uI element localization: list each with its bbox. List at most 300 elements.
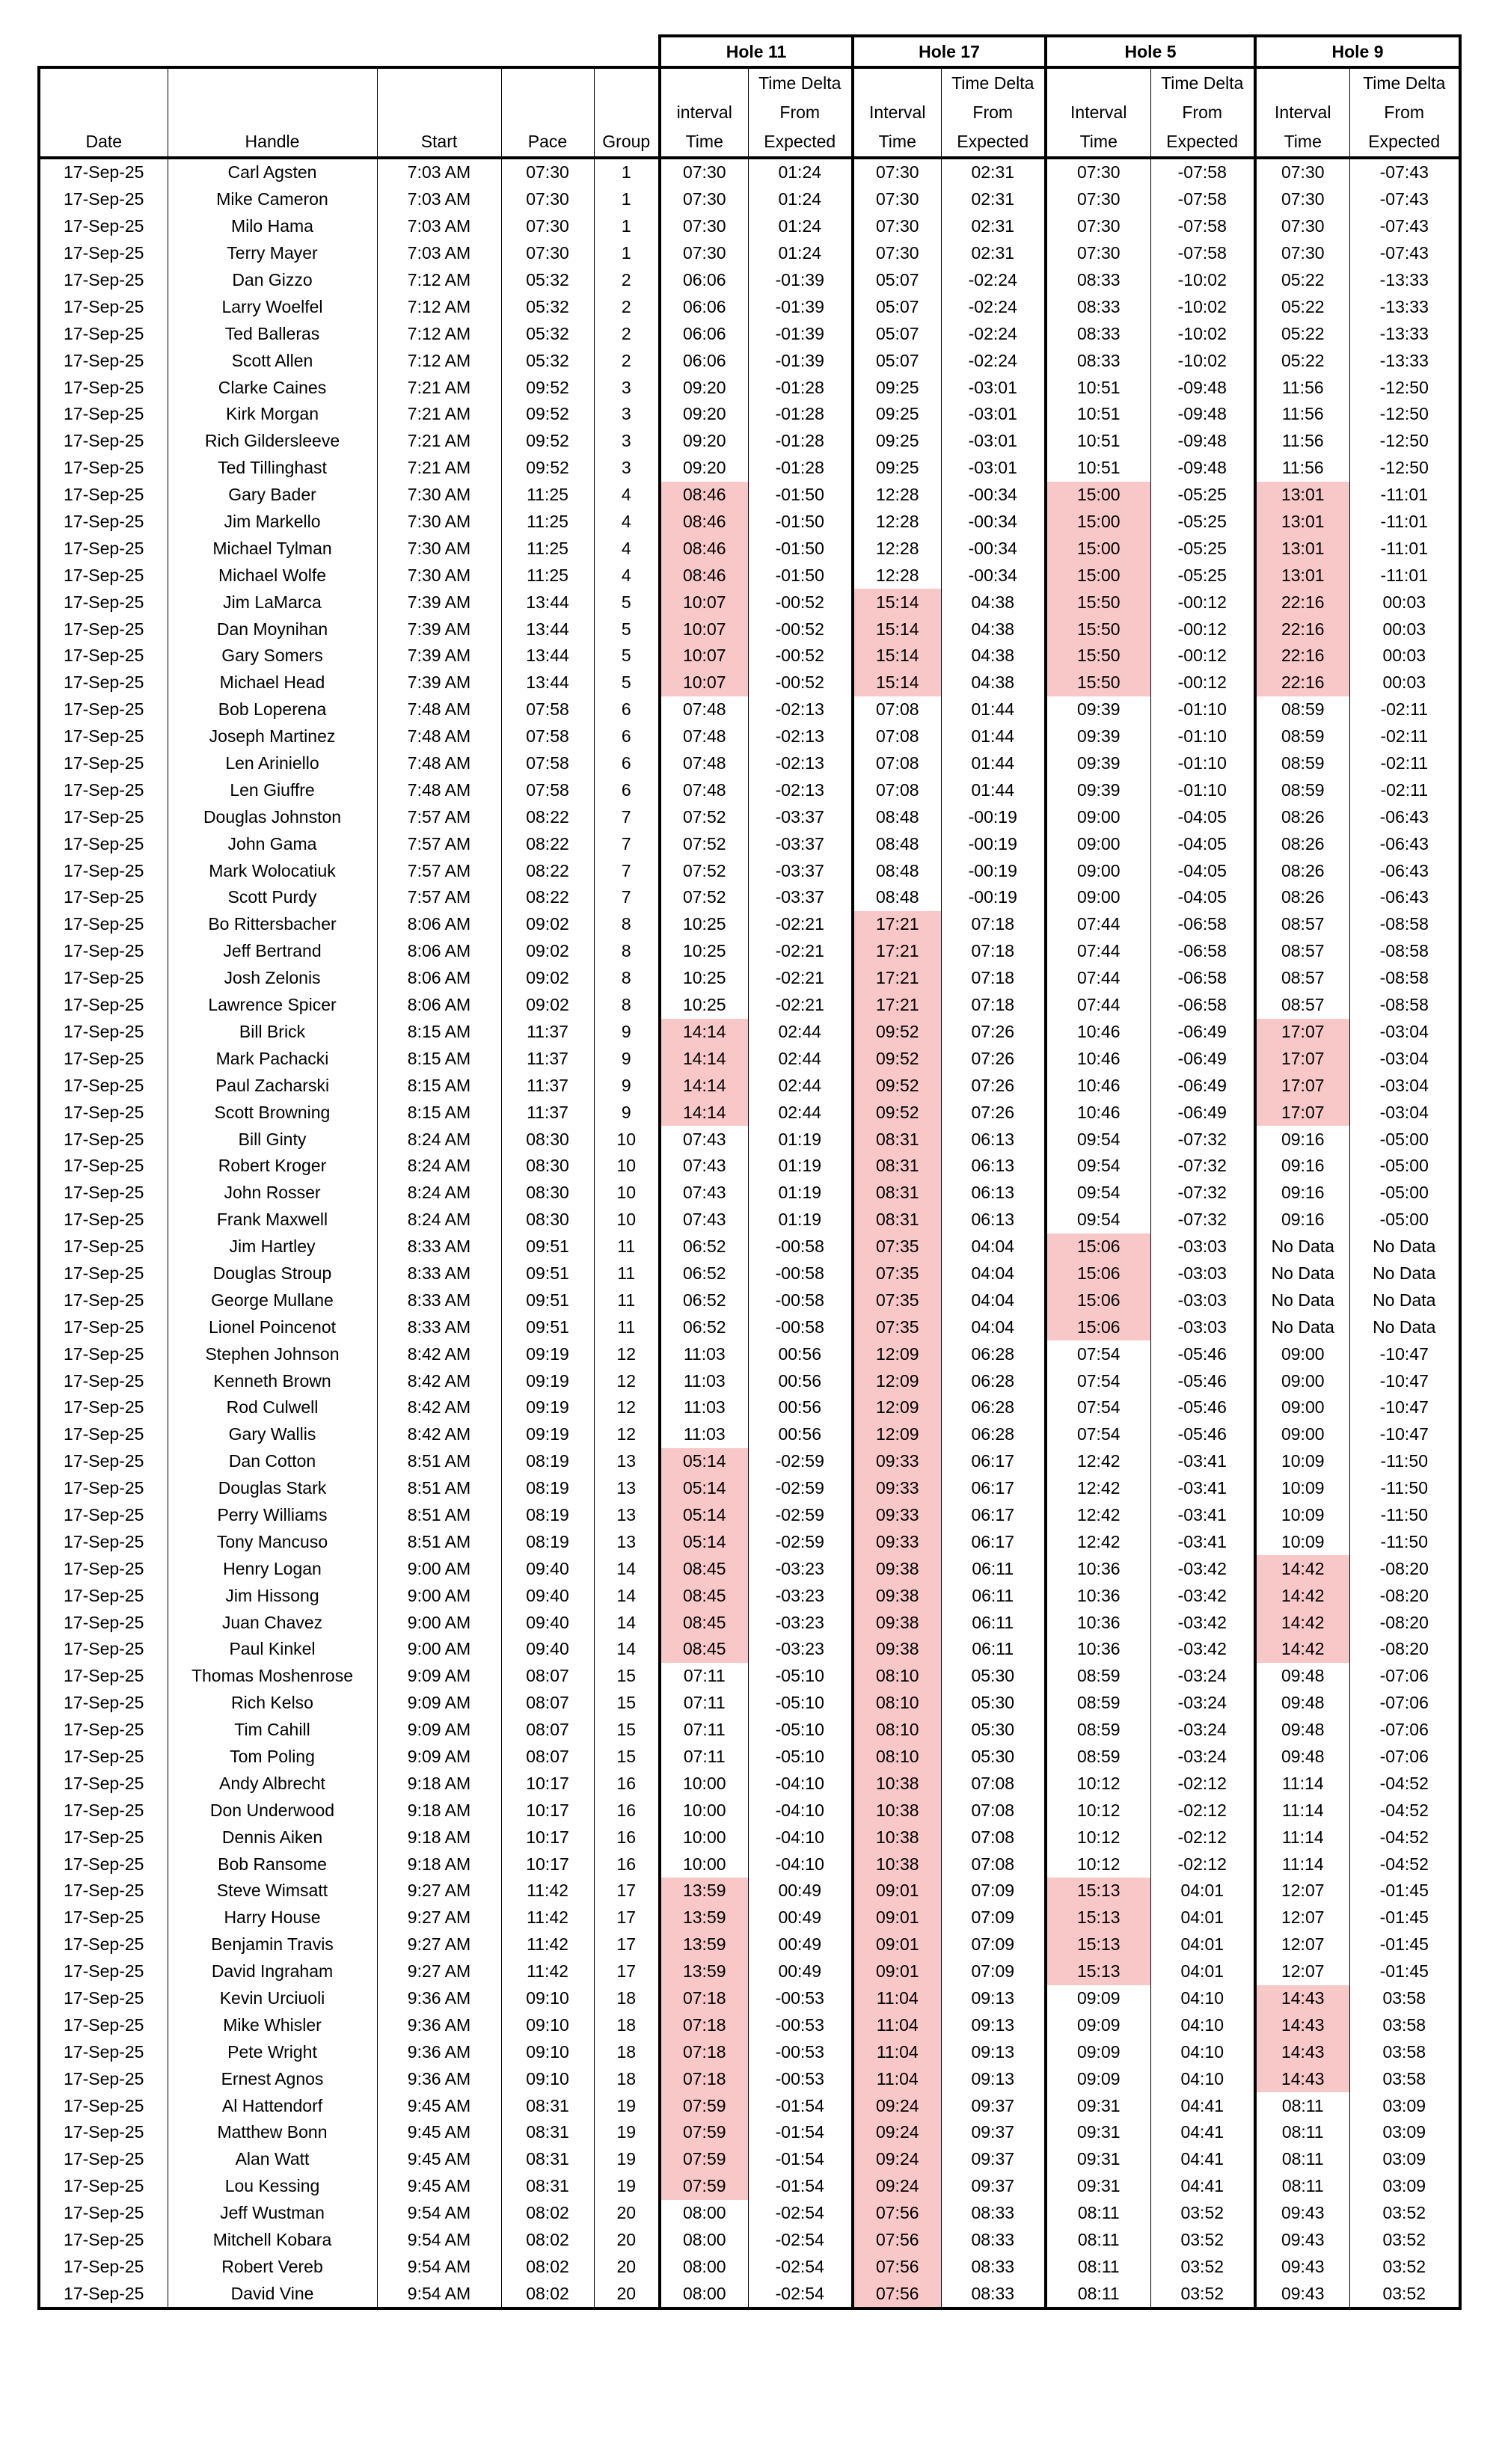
start-cell: 7:57 AM xyxy=(377,830,501,857)
table-row xyxy=(39,535,1460,562)
date-cell: 17-Sep-25 xyxy=(39,1072,168,1099)
handle-cell: Douglas Johnston xyxy=(168,803,377,830)
h11-delta-cell: -01:28 xyxy=(748,374,853,401)
pace-cell: 09:02 xyxy=(501,911,594,938)
h5-delta-cell: -03:42 xyxy=(1150,1609,1255,1636)
h11-interval-cell: 08:00 xyxy=(660,2280,748,2308)
h9-interval-cell: 08:59 xyxy=(1255,696,1349,723)
h17-interval-cell: 09:24 xyxy=(853,2119,941,2146)
table-row xyxy=(39,2173,1460,2200)
table-row xyxy=(39,1099,1460,1126)
h9-delta-cell: -07:06 xyxy=(1349,1744,1460,1771)
table-row xyxy=(39,1153,1460,1180)
h5-interval-cell: 08:11 xyxy=(1046,2253,1150,2280)
handle-cell: Jim Hissong xyxy=(168,1582,377,1609)
h11-delta-cell: -01:39 xyxy=(748,293,853,320)
handle-header: Handle xyxy=(168,127,377,158)
h11-interval-cell: 09:20 xyxy=(682,431,726,451)
h9-delta-cell: -08:58 xyxy=(1349,938,1460,965)
h11-delta-cell: -02:54 xyxy=(748,2227,853,2254)
start-cell: 9:36 AM xyxy=(377,2038,501,2065)
pace-cell: 11:42 xyxy=(501,1931,594,1958)
table-row xyxy=(39,158,1460,186)
h5-interval-cell: 15:00 xyxy=(1046,482,1150,509)
date-cell: 17-Sep-25 xyxy=(39,1207,168,1233)
handle-cell: Carl Agsten xyxy=(168,158,377,186)
h9-interval-cell: 09:16 xyxy=(1255,1126,1349,1153)
handle-cell: Jim LaMarca xyxy=(168,589,377,616)
handle-cell: Scott Purdy xyxy=(168,884,377,911)
pace-cell: 08:31 xyxy=(501,2092,594,2119)
h9-delta-cell: -11:50 xyxy=(1349,1475,1460,1502)
h11-interval-cell: 08:00 xyxy=(682,2203,726,2223)
h11-delta-cell: -01:39 xyxy=(748,267,853,294)
h5-interval-cell: 15:06 xyxy=(1046,1233,1150,1260)
h9-interval-cell: 08:26 xyxy=(1255,857,1349,884)
h9-interval-cell: 08:57 xyxy=(1255,965,1349,992)
group-cell: 11 xyxy=(594,1314,660,1340)
pace-cell: 07:58 xyxy=(501,723,594,750)
h5-delta-cell: -09:48 xyxy=(1150,428,1255,455)
h17-delta-cell: 07:08 xyxy=(941,1797,1046,1824)
table-row xyxy=(39,1555,1460,1582)
h9-delta-cell: -08:20 xyxy=(1349,1555,1460,1582)
h17-interval-cell: 08:48 xyxy=(853,803,941,830)
h11-interval-cell: 06:06 xyxy=(682,270,726,289)
h11-interval-cell: 07:11 xyxy=(683,1693,726,1713)
h5-interval-cell: 08:33 xyxy=(1046,293,1150,320)
pace-cell: 08:19 xyxy=(501,1528,594,1555)
h17-interval-cell: 12:28 xyxy=(853,535,941,562)
date-cell: 17-Sep-25 xyxy=(39,1502,168,1529)
handle-cell: Ted Balleras xyxy=(168,320,377,347)
h11-delta-cell: -02:59 xyxy=(748,1528,853,1555)
h9-delta-cell: -07:06 xyxy=(1349,1663,1460,1690)
start-cell: 9:27 AM xyxy=(377,1931,501,1958)
table-row xyxy=(39,1770,1460,1797)
h17-delta-cell: 05:30 xyxy=(941,1690,1046,1717)
h17-delta-cell: 06:28 xyxy=(941,1394,1046,1421)
h11-interval-cell: 10:07 xyxy=(660,669,748,696)
h5-delta-cell: -03:24 xyxy=(1150,1663,1255,1690)
h17-delta-cell: -03:01 xyxy=(941,428,1046,455)
table-row xyxy=(39,2227,1460,2254)
h5-interval-cell: 08:59 xyxy=(1046,1690,1150,1717)
h5-delta-header-2: From xyxy=(1150,98,1255,127)
table-row xyxy=(39,1502,1460,1529)
start-cell: 7:48 AM xyxy=(377,696,501,723)
date-cell: 17-Sep-25 xyxy=(39,1394,168,1421)
table-row xyxy=(39,1663,1460,1690)
pace-cell: 08:07 xyxy=(501,1744,594,1771)
start-cell: 9:45 AM xyxy=(377,2092,501,2119)
h11-delta-cell: 00:49 xyxy=(748,1931,853,1958)
h5-interval-cell: 07:30 xyxy=(1046,240,1150,267)
h11-delta-cell: -00:53 xyxy=(748,1985,853,2012)
date-cell: 17-Sep-25 xyxy=(39,1019,168,1046)
h9-delta-cell: 00:03 xyxy=(1349,643,1460,669)
h9-delta-header-1: Time Delta xyxy=(1349,67,1460,98)
h17-delta-cell: 07:18 xyxy=(941,965,1046,992)
h5-interval-cell: 09:39 xyxy=(1046,696,1150,723)
h5-delta-cell: -02:12 xyxy=(1150,1851,1255,1878)
h9-delta-cell: -08:58 xyxy=(1349,911,1460,938)
date-header: Date xyxy=(39,127,168,158)
h11-delta-cell: -01:50 xyxy=(748,535,853,562)
h17-delta-cell: 04:04 xyxy=(941,1260,1046,1287)
start-cell: 9:36 AM xyxy=(377,2065,501,2092)
start-cell: 9:27 AM xyxy=(377,1904,501,1931)
h5-interval-cell: 10:36 xyxy=(1046,1636,1150,1663)
h11-delta-cell: -03:23 xyxy=(748,1636,853,1663)
h11-interval-cell: 07:48 xyxy=(682,699,726,720)
h17-delta-cell: 04:38 xyxy=(941,643,1046,669)
date-cell: 17-Sep-25 xyxy=(39,1287,168,1314)
h9-delta-cell: 03:52 xyxy=(1349,2200,1460,2227)
h11-interval-cell: 07:59 xyxy=(660,2119,748,2146)
h11-delta-cell: 00:49 xyxy=(748,1878,853,1904)
h17-delta-cell: 06:13 xyxy=(941,1126,1046,1153)
h9-interval-cell: 11:14 xyxy=(1255,1797,1349,1824)
h11-delta-cell: 01:24 xyxy=(748,213,853,240)
h11-delta-cell: -02:13 xyxy=(748,696,853,723)
h17-interval-cell: 17:21 xyxy=(853,992,941,1019)
table-row xyxy=(39,1287,1460,1314)
handle-cell: Stephen Johnson xyxy=(168,1340,377,1367)
h11-delta-cell: -02:54 xyxy=(748,2200,853,2227)
h5-delta-cell: -07:58 xyxy=(1150,158,1255,186)
h17-interval-cell: 08:31 xyxy=(853,1180,941,1207)
h5-delta-cell: -01:10 xyxy=(1150,696,1255,723)
h9-interval-cell: 09:48 xyxy=(1255,1744,1349,1771)
h9-delta-cell: 00:03 xyxy=(1349,616,1460,643)
date-cell: 17-Sep-25 xyxy=(39,1233,168,1260)
h5-interval-cell: 15:06 xyxy=(1046,1287,1150,1314)
handle-cell: Lionel Poincenot xyxy=(168,1314,377,1340)
h11-delta-cell: -02:21 xyxy=(748,938,853,965)
h9-interval-cell: 11:56 xyxy=(1255,374,1349,401)
date-cell: 17-Sep-25 xyxy=(39,1340,168,1367)
h9-delta-cell: -08:20 xyxy=(1349,1636,1460,1663)
h11-delta-cell: -01:28 xyxy=(748,455,853,482)
h9-interval-header-2: Time xyxy=(1255,127,1349,158)
h11-delta-cell: 00:49 xyxy=(748,1958,853,1985)
h9-interval-cell: 08:26 xyxy=(1255,884,1349,911)
group-cell: 15 xyxy=(594,1663,660,1690)
table-row xyxy=(39,1421,1460,1448)
h11-delta-cell: -01:54 xyxy=(748,2119,853,2146)
h5-delta-cell: -06:58 xyxy=(1150,911,1255,938)
h17-interval-cell: 07:35 xyxy=(853,1287,941,1314)
h17-delta-header-1: Time Delta xyxy=(941,67,1046,98)
handle-cell: Rod Culwell xyxy=(168,1394,377,1421)
pace-cell: 13:44 xyxy=(501,669,594,696)
h9-delta-cell: -01:45 xyxy=(1349,1958,1460,1985)
h9-interval-cell: 13:01 xyxy=(1255,482,1349,509)
date-cell: 17-Sep-25 xyxy=(39,1744,168,1771)
start-cell: 7:39 AM xyxy=(377,669,501,696)
pace-cell: 13:44 xyxy=(501,643,594,669)
start-cell: 9:54 AM xyxy=(377,2227,501,2254)
date-cell: 17-Sep-25 xyxy=(39,1824,168,1851)
h17-delta-cell: 02:31 xyxy=(941,240,1046,267)
h5-interval-cell: 07:30 xyxy=(1046,186,1150,213)
h9-interval-cell: 13:01 xyxy=(1255,562,1349,589)
table-row xyxy=(39,2253,1460,2280)
pace-cell: 09:52 xyxy=(501,428,594,455)
h11-interval-cell: 10:00 xyxy=(682,1800,726,1820)
table-row xyxy=(39,1207,1460,1233)
pace-cell: 08:30 xyxy=(501,1153,594,1180)
h9-delta-cell: -07:06 xyxy=(1349,1690,1460,1717)
table-row xyxy=(39,1824,1460,1851)
handle-cell: Perry Williams xyxy=(168,1502,377,1529)
h17-interval-cell: 09:01 xyxy=(853,1931,941,1958)
date-cell: 17-Sep-25 xyxy=(39,2227,168,2254)
h11-interval-cell: 10:25 xyxy=(682,995,726,1015)
date-cell: 17-Sep-25 xyxy=(39,401,168,428)
group-cell: 1 xyxy=(594,240,660,267)
start-cell: 9:00 AM xyxy=(377,1609,501,1636)
h17-delta-cell: 08:33 xyxy=(941,2280,1046,2308)
handle-cell: Jim Hartley xyxy=(168,1233,377,1260)
h17-delta-cell: 07:26 xyxy=(941,1099,1046,1126)
h17-interval-cell: 09:52 xyxy=(853,1072,941,1099)
h9-delta-cell: -02:11 xyxy=(1349,723,1460,750)
h11-delta-cell: -00:52 xyxy=(748,669,853,696)
start-cell: 9:09 AM xyxy=(377,1690,501,1717)
table-row xyxy=(39,1260,1460,1287)
pace-cell: 08:22 xyxy=(501,884,594,911)
date-cell: 17-Sep-25 xyxy=(39,509,168,536)
pace-cell: 08:02 xyxy=(501,2200,594,2227)
h5-delta-cell: 04:10 xyxy=(1150,2038,1255,2065)
table-row xyxy=(39,1045,1460,1072)
pace-cell: 11:25 xyxy=(501,482,594,509)
handle-cell: Jeff Bertrand xyxy=(168,938,377,965)
h11-interval-cell: 07:52 xyxy=(682,833,726,853)
table-row xyxy=(39,1314,1460,1340)
h17-delta-cell: 09:37 xyxy=(941,2119,1046,2146)
h5-interval-cell: 09:31 xyxy=(1046,2119,1150,2146)
h11-interval-cell: 13:59 xyxy=(660,1958,748,1985)
group-cell: 18 xyxy=(594,1985,660,2012)
h17-interval-header-2: Time xyxy=(853,127,941,158)
h17-delta-cell: -02:24 xyxy=(941,267,1046,294)
h5-interval-cell: 09:00 xyxy=(1046,830,1150,857)
h17-interval-cell: 10:38 xyxy=(853,1770,941,1797)
h5-delta-cell: -03:42 xyxy=(1150,1636,1255,1663)
pace-cell: 09:52 xyxy=(501,401,594,428)
h5-delta-cell: -05:25 xyxy=(1150,509,1255,536)
h9-delta-cell: -05:00 xyxy=(1349,1180,1460,1207)
h17-delta-cell: 06:17 xyxy=(941,1448,1046,1475)
h9-interval-cell: 08:26 xyxy=(1255,830,1349,857)
date-cell: 17-Sep-25 xyxy=(39,911,168,938)
h9-interval-cell: 09:00 xyxy=(1255,1394,1349,1421)
h9-delta-cell: No Data xyxy=(1349,1287,1460,1314)
h9-delta-cell: -05:00 xyxy=(1349,1126,1460,1153)
start-cell: 8:06 AM xyxy=(377,992,501,1019)
pace-cell: 09:52 xyxy=(501,374,594,401)
h9-delta-cell: -11:01 xyxy=(1349,562,1460,589)
start-cell: 7:03 AM xyxy=(377,213,501,240)
h9-interval-cell: 11:14 xyxy=(1255,1770,1349,1797)
h11-interval-header-2: Time xyxy=(660,127,748,158)
start-cell: 8:42 AM xyxy=(377,1394,501,1421)
group-cell: 10 xyxy=(594,1153,660,1180)
group-cell: 9 xyxy=(594,1045,660,1072)
h11-delta-cell: -00:58 xyxy=(748,1233,853,1260)
h5-interval-cell: 09:39 xyxy=(1046,723,1150,750)
date-cell: 17-Sep-25 xyxy=(39,1448,168,1475)
h5-interval-cell: 15:06 xyxy=(1046,1314,1150,1340)
h11-delta-cell: -03:23 xyxy=(748,1609,853,1636)
h11-delta-cell: 00:56 xyxy=(748,1367,853,1394)
date-cell: 17-Sep-25 xyxy=(39,1904,168,1931)
h17-interval-cell: 08:10 xyxy=(853,1717,941,1744)
h11-interval-cell: 10:00 xyxy=(682,1773,726,1793)
h17-interval-cell: 11:04 xyxy=(853,1985,941,2012)
group-cell: 7 xyxy=(594,803,660,830)
h5-interval-cell: 09:00 xyxy=(1046,857,1150,884)
date-cell: 17-Sep-25 xyxy=(39,1475,168,1502)
h11-delta-cell: -01:28 xyxy=(748,401,853,428)
table-row xyxy=(39,1985,1460,2012)
h9-interval-cell: 08:57 xyxy=(1255,911,1349,938)
h5-delta-cell: -02:12 xyxy=(1150,1797,1255,1824)
group-cell: 1 xyxy=(594,186,660,213)
h5-interval-header-1: Interval xyxy=(1046,98,1150,127)
table-row xyxy=(39,1180,1460,1207)
table-row xyxy=(39,2200,1460,2227)
h17-interval-cell: 07:08 xyxy=(853,750,941,777)
h11-delta-cell: 00:56 xyxy=(748,1394,853,1421)
start-cell: 7:57 AM xyxy=(377,803,501,830)
table-row xyxy=(39,857,1460,884)
table-row xyxy=(39,2146,1460,2173)
h5-interval-cell: 15:00 xyxy=(1046,535,1150,562)
date-cell: 17-Sep-25 xyxy=(39,428,168,455)
h17-delta-cell: -00:19 xyxy=(941,830,1046,857)
h17-delta-cell: -00:34 xyxy=(941,562,1046,589)
h17-interval-cell: 12:09 xyxy=(853,1340,941,1367)
h9-delta-cell: -02:11 xyxy=(1349,696,1460,723)
start-cell: 7:48 AM xyxy=(377,776,501,803)
table-row xyxy=(39,1717,1460,1744)
h5-interval-cell: 10:46 xyxy=(1046,1099,1150,1126)
h11-delta-cell: -02:21 xyxy=(748,965,853,992)
h9-delta-cell: -07:43 xyxy=(1349,186,1460,213)
h5-delta-cell: -00:12 xyxy=(1150,589,1255,616)
handle-cell: Mike Whisler xyxy=(168,2011,377,2038)
pace-report-table xyxy=(37,34,1462,2310)
pace-cell: 10:17 xyxy=(501,1824,594,1851)
group-cell: 4 xyxy=(594,509,660,536)
h17-interval-cell: 09:38 xyxy=(853,1636,941,1663)
h9-interval-cell: 11:56 xyxy=(1255,455,1349,482)
h17-delta-cell: -03:01 xyxy=(941,401,1046,428)
pace-cell: 09:40 xyxy=(501,1636,594,1663)
handle-cell: Benjamin Travis xyxy=(168,1931,377,1958)
h17-delta-cell: 06:17 xyxy=(941,1528,1046,1555)
h9-delta-cell: -06:43 xyxy=(1349,857,1460,884)
h9-delta-cell: -04:52 xyxy=(1349,1797,1460,1824)
table-row xyxy=(39,1126,1460,1153)
group-cell: 17 xyxy=(594,1904,660,1931)
h9-delta-cell: -11:01 xyxy=(1349,482,1460,509)
table-row xyxy=(39,1636,1460,1663)
date-cell: 17-Sep-25 xyxy=(39,2253,168,2280)
pace-cell: 05:32 xyxy=(501,293,594,320)
h11-delta-cell: -01:54 xyxy=(748,2092,853,2119)
h11-delta-cell: -02:59 xyxy=(748,1448,853,1475)
start-cell: 7:12 AM xyxy=(377,320,501,347)
date-cell: 17-Sep-25 xyxy=(39,1851,168,1878)
h9-delta-cell: -10:47 xyxy=(1349,1367,1460,1394)
start-cell: 7:39 AM xyxy=(377,616,501,643)
h5-delta-cell: -03:24 xyxy=(1150,1690,1255,1717)
h17-delta-cell: 07:26 xyxy=(941,1072,1046,1099)
h9-interval-cell: 14:42 xyxy=(1255,1636,1349,1663)
h17-delta-cell: -00:34 xyxy=(941,509,1046,536)
start-cell: 7:30 AM xyxy=(377,482,501,509)
h9-interval-cell: 17:07 xyxy=(1255,1099,1349,1126)
h11-delta-cell: -00:52 xyxy=(748,589,853,616)
h11-delta-cell: -05:10 xyxy=(748,1663,853,1690)
h11-delta-cell: 01:19 xyxy=(748,1180,853,1207)
h5-delta-cell: -07:58 xyxy=(1150,213,1255,240)
h11-delta-cell: -04:10 xyxy=(748,1851,853,1878)
start-cell: 9:00 AM xyxy=(377,1582,501,1609)
start-cell: 9:00 AM xyxy=(377,1555,501,1582)
h11-delta-cell: -00:53 xyxy=(748,2011,853,2038)
handle-cell: Gary Bader xyxy=(168,482,377,509)
group-cell: 10 xyxy=(594,1180,660,1207)
h5-delta-cell: 03:52 xyxy=(1150,2227,1255,2254)
h17-delta-cell: 08:33 xyxy=(941,2253,1046,2280)
h17-delta-cell: 09:13 xyxy=(941,2038,1046,2065)
h9-delta-cell: -02:11 xyxy=(1349,776,1460,803)
group-cell: 16 xyxy=(594,1797,660,1824)
group-cell: 6 xyxy=(594,776,660,803)
h9-delta-cell: -07:06 xyxy=(1349,1717,1460,1744)
h17-delta-cell: 02:31 xyxy=(941,213,1046,240)
handle-cell: Mike Cameron xyxy=(168,186,377,213)
group-cell: 12 xyxy=(594,1421,660,1448)
table-row xyxy=(39,616,1460,643)
h17-interval-cell: 10:38 xyxy=(853,1824,941,1851)
h9-delta-cell: 03:58 xyxy=(1349,2011,1460,2038)
h11-delta-cell: 02:44 xyxy=(748,1045,853,1072)
h17-interval-cell: 15:14 xyxy=(853,616,941,643)
h5-interval-cell: 09:54 xyxy=(1046,1153,1150,1180)
pace-cell: 10:17 xyxy=(501,1770,594,1797)
h11-delta-cell: -03:23 xyxy=(748,1582,853,1609)
date-cell: 17-Sep-25 xyxy=(39,186,168,213)
date-cell: 17-Sep-25 xyxy=(39,535,168,562)
date-cell: 17-Sep-25 xyxy=(39,830,168,857)
handle-cell: Paul Kinkel xyxy=(168,1636,377,1663)
date-cell: 17-Sep-25 xyxy=(39,616,168,643)
group-cell: 2 xyxy=(594,347,660,374)
h5-interval-cell: 10:36 xyxy=(1046,1582,1150,1609)
h11-interval-cell: 14:14 xyxy=(660,1099,748,1126)
handle-cell: Len Ariniello xyxy=(168,750,377,777)
h11-delta-cell: 01:24 xyxy=(748,158,853,186)
pace-cell: 08:30 xyxy=(501,1180,594,1207)
group-cell: 15 xyxy=(594,1744,660,1771)
